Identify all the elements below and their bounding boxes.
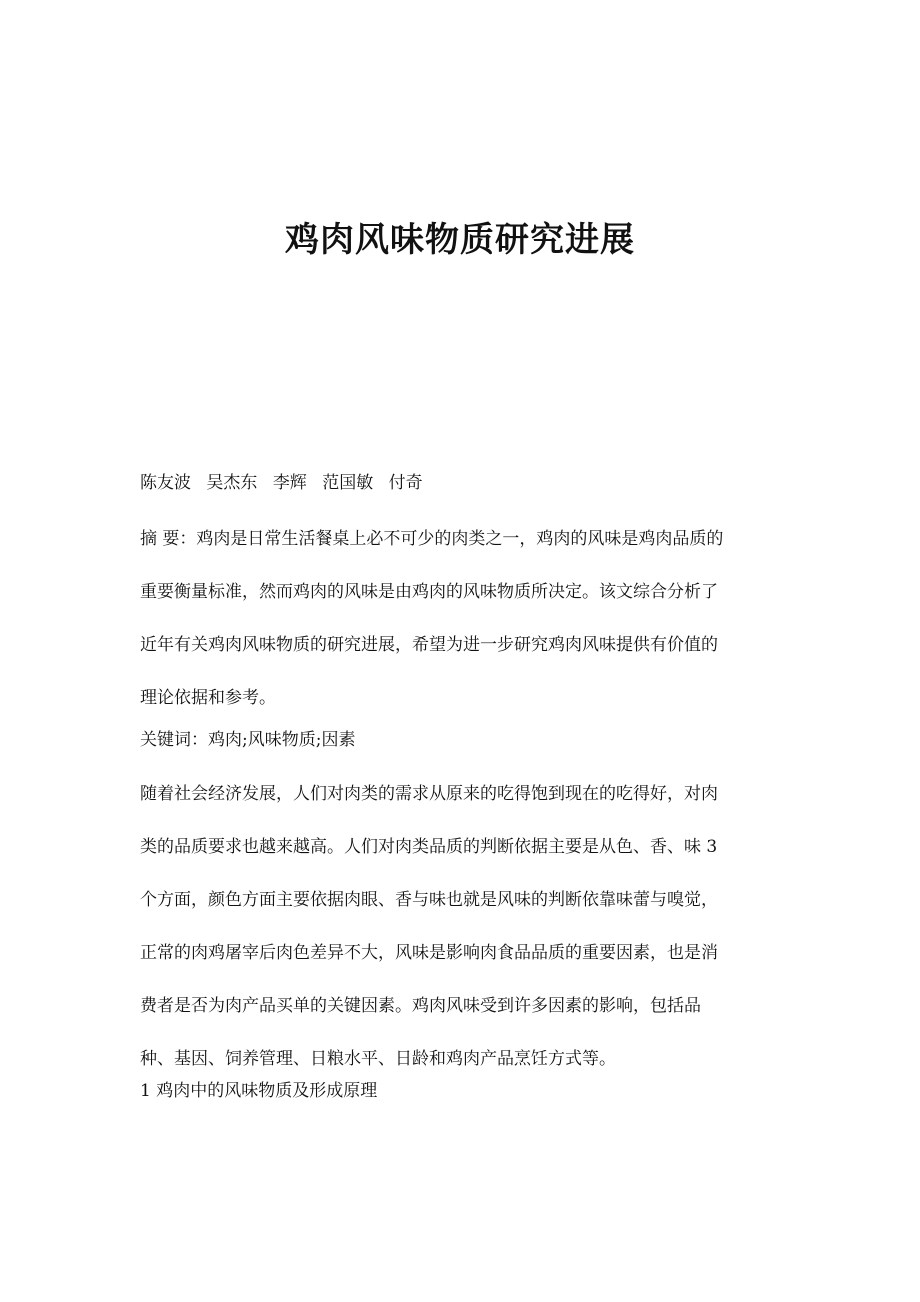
intro-paragraph [140, 781, 780, 1073]
author-name: 吴杰东 [206, 473, 258, 493]
abstract-line: 近年有关鸡肉风味物质的研究进展，希望为进一步研究鸡肉风味提供有价值的 [140, 635, 718, 655]
paragraph-line: 费者是否为肉产品买单的关键因素。鸡肉风味受到许多因素的影响，包括品 [140, 996, 701, 1016]
author-name: 付奇 [388, 473, 423, 493]
author-name: 陈友波 [140, 473, 191, 493]
paper-title: 鸡肉风味物质研究进展 [285, 220, 635, 260]
paragraph-line: 随着社会经济发展，人们对肉类的需求从原来的吃得饱到现在的吃得好，对肉 [140, 784, 718, 804]
abstract-line: 理论依据和参考。 [140, 688, 276, 708]
author-list [140, 470, 780, 497]
author-name: 范国敏 [322, 473, 374, 493]
author-name: 李辉 [272, 473, 307, 493]
paragraph-line: 正常的肉鸡屠宰后肉色差异不大，风味是影响肉食品品质的重要因素，也是消 [140, 943, 718, 963]
paragraph-line: 类的品质要求也越来越高。人们对肉类品质的判断依据主要是从色、香、味 3 [140, 837, 718, 857]
abstract-line: 重要衡量标准，然而鸡肉的风味是由鸡肉的风味物质所决定。该文综合分析了 [140, 582, 718, 602]
paragraph-line: 种、基因、饲养管理、日粮水平、日龄和鸡肉产品烹饪方式等。 [140, 1049, 616, 1069]
abstract-line: 摘 要：鸡肉是日常生活餐桌上必不可少的肉类之一，鸡肉的风味是鸡肉品质的 [140, 529, 724, 549]
section-heading: 1 鸡肉中的风味物质及形成原理 [140, 1081, 378, 1101]
keywords: 关键词：鸡肉;风味物质;因素 [140, 730, 356, 750]
paragraph-line: 个方面，颜色方面主要依据肉眼、香与味也就是风味的判断依靠味蕾与嗅觉， [140, 890, 718, 910]
abstract [140, 526, 780, 712]
